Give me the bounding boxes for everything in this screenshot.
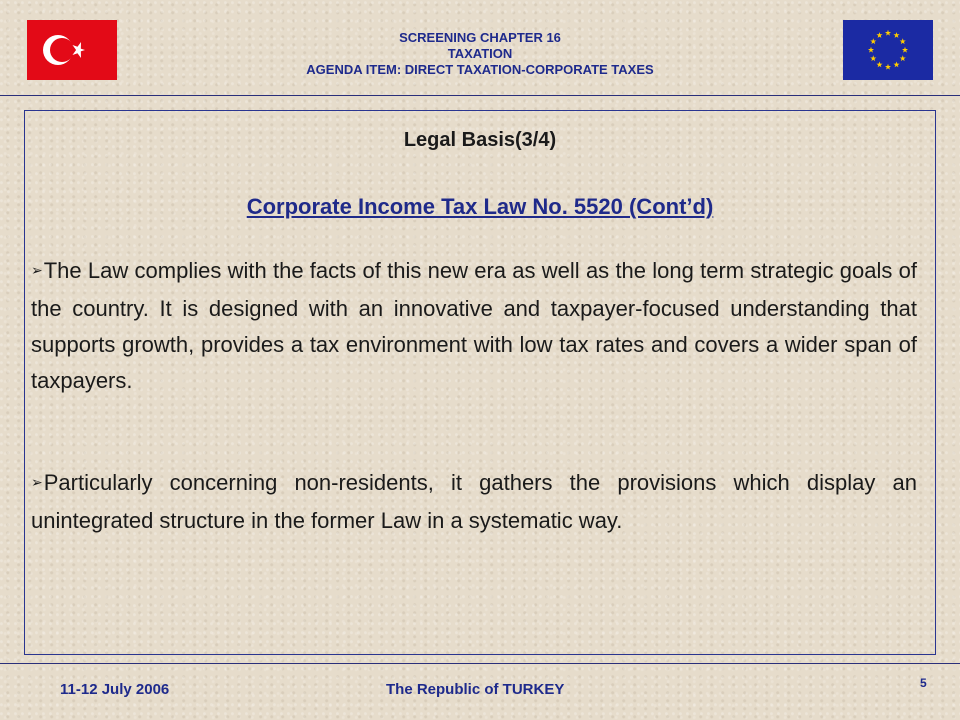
footer-divider <box>0 663 960 664</box>
footer-date: 11-12 July 2006 <box>60 681 170 698</box>
bullet-text-1: The Law complies with the facts of this new era as well as the long term strategic goals of the country. It is designed with an innovative and taxpayer-focused understanding that supports growth, provides a tax environment with low tax rates and covers a wider span of taxpayers. <box>31 258 917 393</box>
header-line-topic: TAXATION <box>447 46 513 61</box>
header-divider <box>0 95 960 96</box>
header-line-agenda: AGENDA ITEM: DIRECT TAXATION-CORPORATE TAXES <box>306 62 654 77</box>
bullet-text-2: Particularly concerning non-residents, it gathers the provisions which display an unintegrated structure in the former Law in a systematic way. <box>31 470 917 533</box>
arrow-bullet-icon: ➢ <box>31 474 43 490</box>
arrow-bullet-icon: ➢ <box>31 262 43 278</box>
header-line-chapter: SCREENING CHAPTER 16 <box>399 30 561 45</box>
slide-title: Legal Basis(3/4) <box>403 129 557 151</box>
turkey-flag-icon <box>27 20 117 80</box>
bullet-paragraph-2 <box>31 465 917 539</box>
page-number: 5 <box>920 676 927 690</box>
header-title <box>180 30 780 78</box>
content-frame <box>24 110 936 655</box>
bullet-paragraph-1 <box>31 253 917 399</box>
footer-country: The Republic of TURKEY <box>386 681 565 698</box>
eu-flag-icon <box>843 20 933 80</box>
slide-subtitle: Corporate Income Tax Law No. 5520 (Cont’d) <box>246 194 714 219</box>
